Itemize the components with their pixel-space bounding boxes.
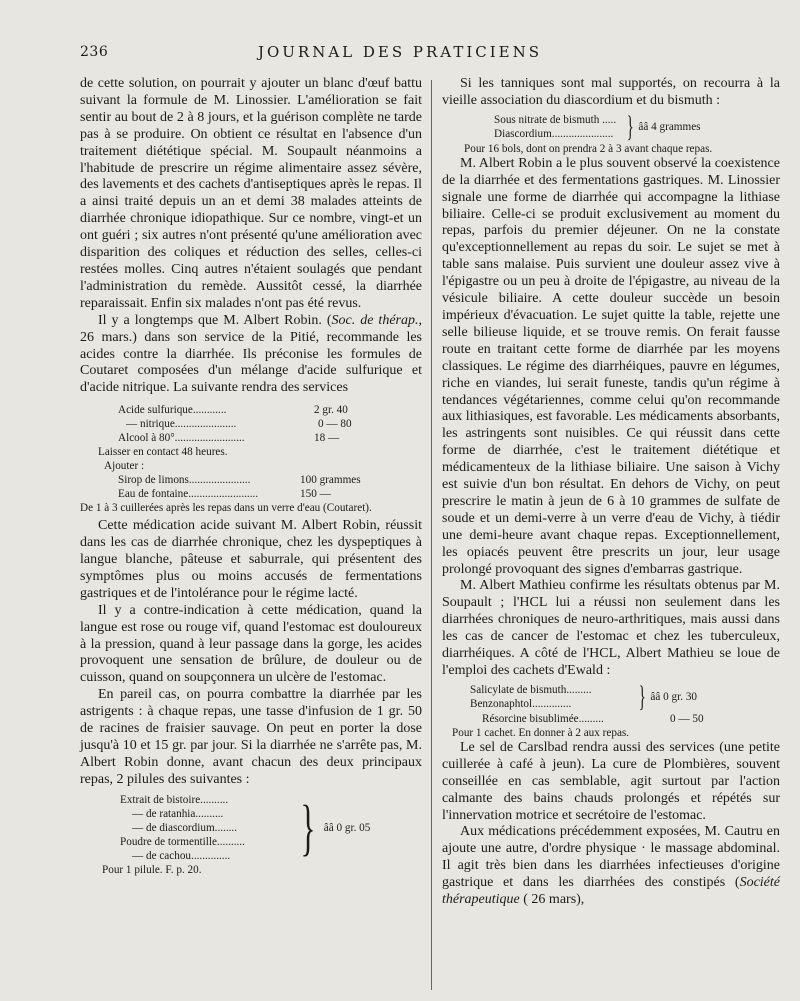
ingredient: Salicylate de bismuth.........: [470, 683, 592, 696]
citation: Soc. de thérap.: [331, 312, 419, 328]
amount: ââ 0 gr. 05: [323, 821, 371, 834]
ingredient: Alcool à 80°.........................: [118, 432, 245, 445]
brace-glyph: }: [638, 679, 646, 713]
formula-bismuth: [442, 109, 780, 156]
braced-group: [80, 793, 422, 863]
page-number: 236: [80, 44, 109, 60]
ingredient: — de diascordium........: [132, 821, 238, 834]
text-span: Il y a longtemps que M. Albert Robin. (: [98, 312, 332, 328]
amount: 2 gr. 40: [314, 404, 348, 417]
left-paragraph-2: [80, 313, 422, 398]
amount: ââ 4 grammes: [638, 120, 701, 133]
ingredient: Sirop de limons......................: [118, 474, 251, 487]
formula-ewald: [442, 679, 780, 740]
amount: 100 grammes: [300, 474, 361, 487]
right-paragraph-3: M. Albert Mathieu confirme les résultats obtenus par M. Soupault ; l'HCL lui a réussi non seulement dans les diarrhées chroniques de neuro-arthritiques, mais aussi dans les cas de cancer de l'estomac et chez les tuberculeux, diarrhéiques. A côté de l'HCL, Albert Mathieu se loue de l'emploi des cachets d'Ewald :: [442, 578, 780, 678]
right-paragraph-2: M. Albert Robin a le plus souvent observé la coexistence de la diarrhée et des fermentations gastriques. M. Linossier signale une forme de diarrhée qui accompagne la lithiase biliaire. Celle-ci se produit exclusivement au moment du repas, parfois du premier déjeuner. On ne la constate qu'exceptionnellement au repas du soir. Le sujet se met à table sans malaise. Puis survient une douleur assez vive à l'épigastre ou un peu à droite de l'épigastre, au niveau de la vésicule biliaire. A cette douleur succède un besoin impérieux d'évacuation. Le sujet quitte la table, rejette une selle bilieuse liquide, et se trouve remis. On ferait fausse route en traitant cette forme de diarrhée par les moyens classiques. Le régime des diarrhéiques, pauvre en légumes, riche en viandes, lui serait funeste, tandis qu'un régime à tendances végétariennes, comme celui qu'on recommande aux lithiasiques, est favorable. Les médicaments absorbants, les astringents sont nuisibles. Ce qui réussit dans cette forme de diarrhée, c'est le traitement diététique et médicamenteux de la lithiase biliaire. Une saison à Vichy est suivie d'un bon résultat. En dehors de Vichy, on peut prescrire le matin à jeun de 6 à 10 grammes de sulfate de soude et un demi-verre à un verre d'eau de Vichy, à tiédir une demi-heure avant chaque repas. Exceptionnellement, les opiacés peuvent être prescrits un jour, leur usage prolongé provoquant des signes d'embarras gastrique.: [442, 155, 780, 577]
formula-note: Pour 1 cachet. En donner à 2 aux repas.: [452, 726, 630, 739]
brace-glyph: }: [300, 793, 316, 862]
formula-line: [80, 431, 422, 445]
ingredient: Acide sulfurique............: [118, 404, 227, 417]
text-span: ( 26 mars),: [519, 892, 585, 908]
formula-line: [80, 403, 422, 417]
brace-glyph: }: [626, 109, 634, 143]
formula-coutaret: [80, 403, 422, 515]
formula-note: Pour 16 bols, dont on prendra 2 à 3 avant chaque repas.: [464, 142, 713, 155]
ingredient: Eau de fontaine.........................: [118, 488, 259, 501]
formula-pilules: [80, 793, 422, 877]
ingredient: Benzonaphtol..............: [470, 697, 572, 710]
column-divider: [431, 80, 432, 990]
amount: 18 —: [314, 432, 340, 445]
ingredient: Résorcine bisublimée.........: [482, 712, 604, 725]
left-paragraph-3: Cette médication acide suivant M. Albert Robin, réussit dans les cas de diarrhée chronique, chez les dyspeptiques à langue blanche, pâteuse et saburrale, qui présentent des symptômes plus ou moins accusés de fermentations gastriques et de l'intolérance pour le régime lacté.: [80, 518, 422, 601]
formula-line: [80, 417, 422, 431]
ingredient: Diascordium......................: [494, 127, 614, 140]
left-paragraph-4: Il y a contre-indication à cette médication, quand la langue est rose ou rouge vif, quand l'estomac est douloureux à la pression, quand à leur passage dans la gorge, les acides provoquent une sensation de brûlure, de douleur ou de cuisson, quand on soupçonnera un ulcère de l'estomac.: [80, 602, 422, 686]
ingredient: — de cachou..............: [132, 849, 231, 862]
formula-note: Laisser en contact 48 heures.: [98, 446, 228, 459]
citation: Société thérapeutique: [442, 875, 780, 908]
amount: 0 — 80: [318, 418, 352, 431]
formula-line: [80, 487, 422, 501]
braced-group: [442, 679, 780, 713]
page-header: [0, 40, 800, 64]
braced-items: [494, 113, 622, 141]
formula-dosage: De 1 à 3 cuillerées après les repas dans un verre d'eau (Coutaret).: [80, 502, 372, 515]
amount: ââ 0 gr. 30: [650, 690, 698, 703]
journal-title: JOURNAL DES PRATICIENS: [257, 43, 543, 61]
text-span: Aux médications précédemment exposées, M. Cautru en ajoute une autre, d'ordre physique · le massage abdominal. Il agit très bien dans les diarrhées infectieuses d'origine gastrique et dans les diarrhées des constipés (: [442, 824, 780, 891]
braced-items: [470, 683, 634, 711]
left-paragraph-1: de cette solution, on pourrait y ajouter un blanc d'œuf battu suivant la formule de M. Linossier. L'amélioration se fait sentir au bout de 2 à 8 jours, et la guérison complète ne tarde pas à se produire. On obtient ce résultat en l'absence d'un traitement diététique spécial. M. Soupault néanmoins a l'habitude de prescrire un régime alimentaire assez sévère, des lavements et des cachets d'antiseptiques après le repas. Il a ainsi traité depuis un an et demi 38 malades atteints de diarrhée chronique idiopathique. Sur ce nombre, vingt-et un ont guéri ; six autres n'ont présenté qu'une amélioration avec disparition des coliques et réduction des selles, celles-ci restées molles. Cinq autres n'étaient soulagés que pendant l'administration du remède. Aussitôt cessé, la diarrhée reparaissait. Enfin six malades n'ont pas été revus.: [80, 76, 422, 311]
right-paragraph-5: [442, 824, 780, 909]
ingredient: — de ratanhia..........: [132, 807, 224, 820]
formula-line: [80, 473, 422, 487]
text-span: , 26 mars.) dans son service de la Pitié, recommande les acides contre la diarrhée. Ils préconise les formules de Coutaret composées d'un mélange d'acide sulfurique et d'acide nitrique. La suivante rendra des services: [80, 312, 422, 396]
ingredient: Poudre de tormentille..........: [120, 835, 245, 848]
formula-line: [442, 712, 780, 726]
formula-note: Pour 1 pilule. F. p. 20.: [102, 863, 202, 876]
amount: 0 — 50: [670, 712, 704, 725]
amount: 150 —: [300, 488, 331, 501]
right-column: [442, 76, 780, 909]
left-paragraph-5: En pareil cas, on pourra combattre la diarrhée par les astrigents : à chaque repas, une tasse d'infusion de 1 gr. 50 de racines de fraisier sauvage. On peut en porter la dose jusqu'à 10 et 15 gr. par jour. Si la diarrhée ne s'arrête pas, M. Albert Robin donne, avant chacun des deux principaux repas, 2 pilules des suivantes :: [80, 687, 422, 787]
right-paragraph-1: Si les tanniques sont mal supportés, on recourra à la vieille association du diascordium et du bismuth :: [442, 76, 780, 108]
ingredient: Extrait de bistoire..........: [120, 793, 229, 806]
ingredient: — nitrique......................: [126, 418, 237, 431]
formula-note: Ajouter :: [104, 460, 145, 473]
ingredient: Sous nitrate de bismuth .....: [494, 113, 617, 126]
right-paragraph-4: Le sel de Carslbad rendra aussi des services (une petite cuillerée à café à jeun). La cure de Plombières, souvent conseillée en cas semblable, agit surtout par l'action calmante des bains chauds prolongés et répétés sur l'innervation motrice et secrétoire de l'estomac.: [442, 739, 780, 823]
left-column: [80, 76, 422, 877]
braced-group: [442, 109, 780, 143]
braced-items: [120, 793, 292, 863]
